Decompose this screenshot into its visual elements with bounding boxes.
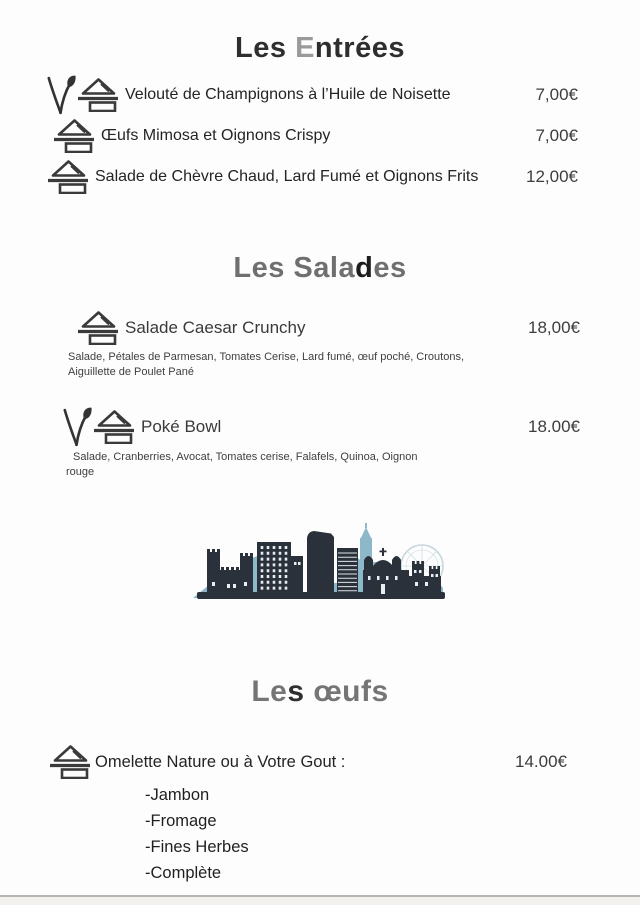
item-price: 12,00€	[526, 166, 578, 186]
menu-item-omelette	[0, 742, 640, 782]
section-title-entrees	[0, 0, 640, 68]
fait-maison-icon	[78, 78, 118, 112]
menu-item-mimosa	[0, 115, 640, 156]
title-segment: ntrées	[314, 32, 405, 64]
title-segment: Les	[235, 32, 296, 64]
item-price: 18,00€	[528, 318, 580, 337]
fait-maison-icon	[94, 410, 134, 444]
item-price: 7,00€	[535, 125, 578, 145]
fait-maison-icon	[78, 311, 118, 345]
item-description-line: Aiguillette de Poulet Pané	[68, 366, 194, 378]
item-name: Velouté de Champignons à l’Huile de Noisette	[125, 85, 451, 103]
omelette-option: -Jambon	[145, 786, 210, 804]
title-segment: Les Sala	[233, 252, 356, 284]
item-name: Omelette Nature ou à Votre Gout :	[95, 752, 346, 771]
fait-maison-icon	[54, 119, 94, 153]
marseille-skyline-illustration	[185, 522, 455, 606]
omelette-option: -Fines Herbes	[145, 838, 249, 856]
scan-page-bottom-edge	[0, 895, 640, 905]
item-description-line: Salade, Cranberries, Avocat, Tomates cerise, Falafels, Quinoa, Oignon	[73, 451, 418, 463]
item-name: Salade de Chèvre Chaud, Lard Fumé et Oignons Frits	[95, 167, 479, 185]
title-segment: s	[287, 675, 305, 708]
menu-item-poke-bowl	[0, 404, 640, 450]
vegetarian-leaf-icon	[62, 406, 92, 448]
title-segment: Le	[251, 675, 288, 708]
entrees-item-list	[0, 74, 640, 197]
title-segment: es	[373, 252, 407, 284]
menu-item-veloute	[0, 74, 640, 115]
menu-item-caesar	[0, 306, 640, 350]
fait-maison-icon	[50, 745, 90, 779]
item-price: 18.00€	[528, 417, 580, 436]
title-segment: E	[295, 32, 315, 64]
vegetarian-leaf-icon	[46, 74, 76, 116]
section-title-salades	[0, 248, 640, 288]
item-description-line: rouge	[66, 466, 95, 478]
omelette-options-list	[0, 782, 640, 886]
item-price: 14.00€	[515, 752, 567, 771]
title-segment: œufs	[304, 675, 389, 708]
item-price: 7,00€	[535, 84, 578, 104]
item-name: Œufs Mimosa et Oignons Crispy	[101, 126, 331, 144]
item-name: Poké Bowl	[141, 417, 222, 436]
menu-item-chevre	[0, 156, 640, 197]
omelette-option: -Fromage	[145, 812, 217, 830]
omelette-option: -Complète	[145, 864, 222, 882]
section-title-oeufs	[0, 670, 640, 714]
item-name: Salade Caesar Crunchy	[125, 318, 306, 337]
item-description-line: Salade, Pétales de Parmesan, Tomates Cerise, Lard fumé, œuf poché, Croutons,	[68, 351, 464, 363]
fait-maison-icon	[48, 160, 88, 194]
title-segment: d	[355, 252, 374, 284]
